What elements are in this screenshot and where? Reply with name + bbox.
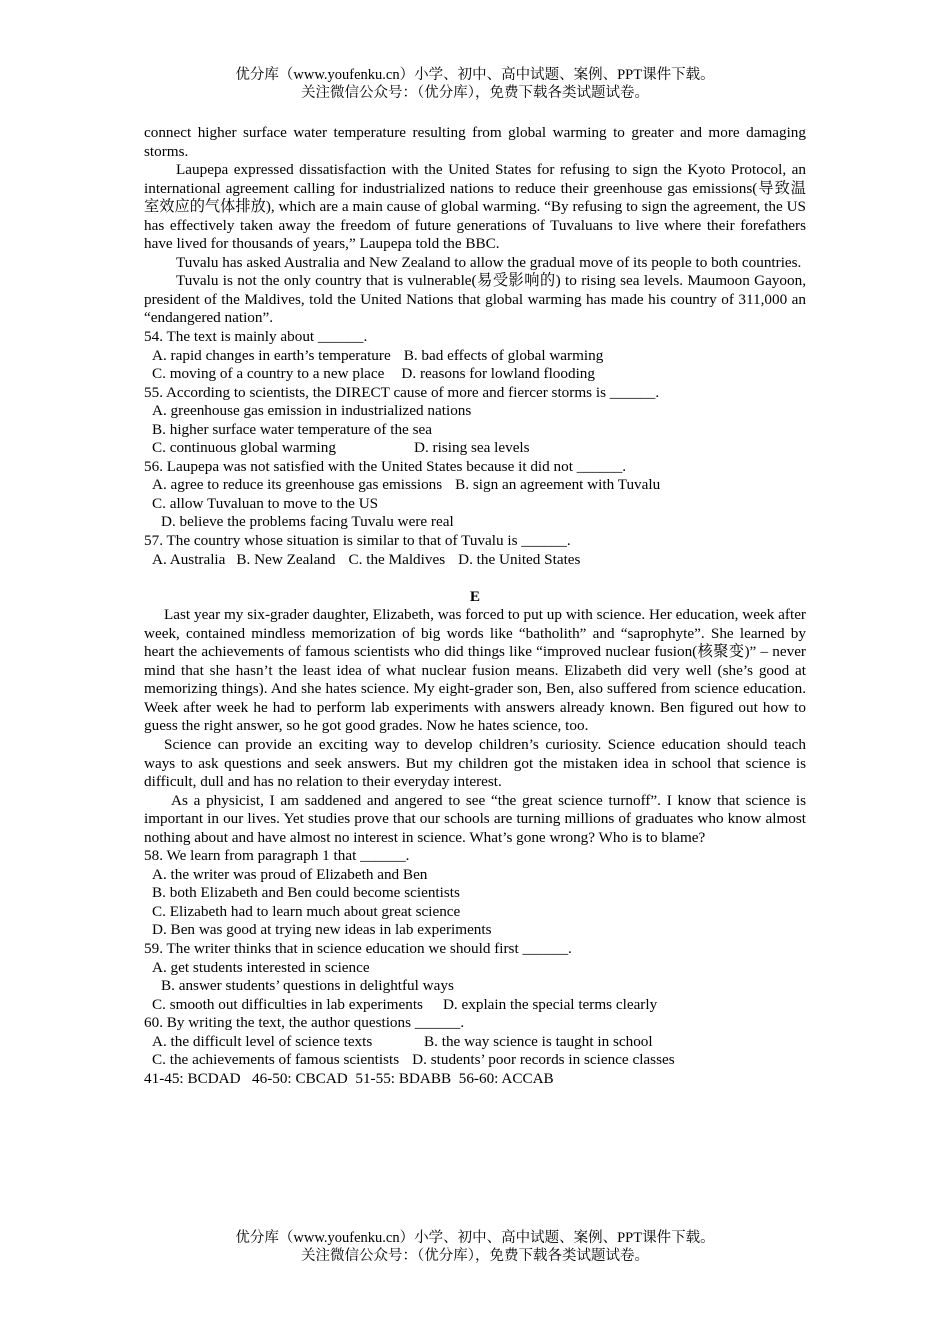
passage-e-paragraph-1: Last year my six-grader daughter, Elizabeth, was forced to put up with science. Her education, week after week, contained mindless memorization of big words like “batholith” and “saprophyte”. She learned by heart the achievements of famous scientists who did things like “improved nuclear fusion(核聚变)” – never mind that she hasn’t the least idea of what nuclear fusion means. Elizabeth did very well (she’s good at memorizing things). And she hates science. My eight-grader son, Ben, also suffered from science education. Week after week he had to perform lab experiments with answers already known. Ben figured out how to guess the right answer, so he got good grades. Now he hates science, too. [144,606,806,735]
option-55-c: C. continuous global warming [152,439,336,457]
question-60-options-row-2 [144,1051,806,1070]
option-57-b: B. New Zealand [236,550,336,568]
document-body [144,124,806,1088]
question-59: 59. The writer thinks that in science education we should first ______. [144,940,572,958]
option-56-c: C. allow Tuvaluan to move to the US [152,494,379,512]
option-54-d: D. reasons for lowland flooding [401,365,595,383]
page-footer [0,1229,950,1265]
question-54-options-row-2 [144,365,806,384]
option-55-d: D. rising sea levels [414,439,530,457]
option-59-b: B. answer students’ questions in delightful ways [161,977,454,995]
header-line-1: 优分库（www.youfenku.cn）小学、初中、高中试题、案例、PPT课件下载。 [235,67,715,83]
option-57-d: D. the United States [458,550,581,568]
header-line-2: 关注微信公众号：（优分库），免费下载各类试题试卷。 [301,85,649,101]
option-59-d: D. explain the special terms clearly [442,995,658,1013]
option-56-d: D. believe the problems facing Tuvalu were real [161,513,454,531]
option-60-a: A. the difficult level of science texts [152,1032,373,1050]
option-55-a: A. greenhouse gas emission in industrialized nations [152,402,472,420]
option-60-c: C. the achievements of famous scientists [152,1051,400,1069]
option-54-b: B. bad effects of global warming [403,346,604,364]
question-54: 54. The text is mainly about ______. [144,328,368,346]
passage-d-paragraph-2: Laupepa expressed dissatisfaction with the United States for refusing to sign the Kyoto Protocol, an international agreement calling for industrialized nations to reduce their greenhouse gas emissions(导致温室效应的气体排放), which are a main cause of global warming. “By refusing to sign the agreement, the US has effectively taken away the freedom of future generations of Tuvaluans to live where their forefathers have lived for thousands of years,” Laupepa told the BBC. [144,161,806,253]
question-60-options-row-1 [144,1033,806,1052]
option-56-b: B. sign an agreement with Tuvalu [455,476,661,494]
question-58: 58. We learn from paragraph 1 that ______. [144,847,410,865]
footer-line-1: 优分库（www.youfenku.cn）小学、初中、高中试题、案例、PPT课件下载。 [235,1230,715,1246]
question-59-options-row-3 [144,996,806,1015]
option-59-a: A. get students interested in science [152,958,370,976]
option-58-b: B. both Elizabeth and Ben could become scientists [152,884,460,902]
option-54-a: A. rapid changes in earth’s temperature [152,346,391,364]
question-54-options-row-1 [144,347,806,366]
question-57-options [144,551,806,570]
passage-d-paragraph-4: Tuvalu is not the only country that is vulnerable(易受影响的) to rising sea levels. Maumoon Gayoon, president of the Maldives, told the United Nations that global warming has made his country of 311,000 an “endangered nation”. [144,272,806,327]
option-60-b: B. the way science is taught in school [424,1032,653,1050]
option-59-c: C. smooth out difficulties in lab experiments [152,995,423,1013]
option-58-c: C. Elizabeth had to learn much about great science [152,902,461,920]
footer-line-2: 关注微信公众号：（优分库），免费下载各类试题试卷。 [301,1248,649,1264]
passage-e-paragraph-3: As a physicist, I am saddened and angered to see “the great science turnoff”. I know that science is important in our lives. Yet studies prove that our schools are turning millions of graduates who know almost nothing about and have almost no interest in science. What’s gone wrong? Who is to blame? [144,791,806,846]
question-57: 57. The country whose situation is similar to that of Tuvalu is ______. [144,532,571,550]
option-56-a: A. agree to reduce its greenhouse gas emissions [152,476,443,494]
page-header [0,66,950,102]
option-58-d: D. Ben was good at trying new ideas in lab experiments [152,921,492,939]
option-54-c: C. moving of a country to a new place [152,365,385,383]
answer-key: 41-45: BCDAD 46-50: CBCAD 51-55: BDABB 56-60: ACCAB [144,1069,554,1087]
question-56: 56. Laupepa was not satisfied with the United States because it did not ______. [144,457,627,475]
question-55-options-row-3 [144,439,806,458]
question-60: 60. By writing the text, the author questions ______. [144,1014,465,1032]
option-58-a: A. the writer was proud of Elizabeth and Ben [152,865,428,883]
option-57-c: C. the Maldives [348,550,446,568]
passage-d-paragraph-1: connect higher surface water temperature resulting from global warming to greater and more damaging storms. [144,124,806,160]
option-57-a: A. Australia [152,550,226,568]
passage-d-paragraph-3: Tuvalu has asked Australia and New Zealand to allow the gradual move of its people to both countries. [176,253,802,271]
passage-e-paragraph-2: Science can provide an exciting way to develop children’s curiosity. Science education should teach ways to ask questions and seek answers. But my children got the mistaken idea in school that science is difficult, dull and has no relation to their everyday interest. [144,736,806,791]
section-e-title: E [469,587,481,605]
option-60-d: D. students’ poor records in science classes [412,1051,675,1069]
question-56-options-row-1 [144,476,806,495]
question-55: 55. According to scientists, the DIRECT cause of more and fiercer storms is ______. [144,383,660,401]
option-55-b: B. higher surface water temperature of the sea [152,420,432,438]
